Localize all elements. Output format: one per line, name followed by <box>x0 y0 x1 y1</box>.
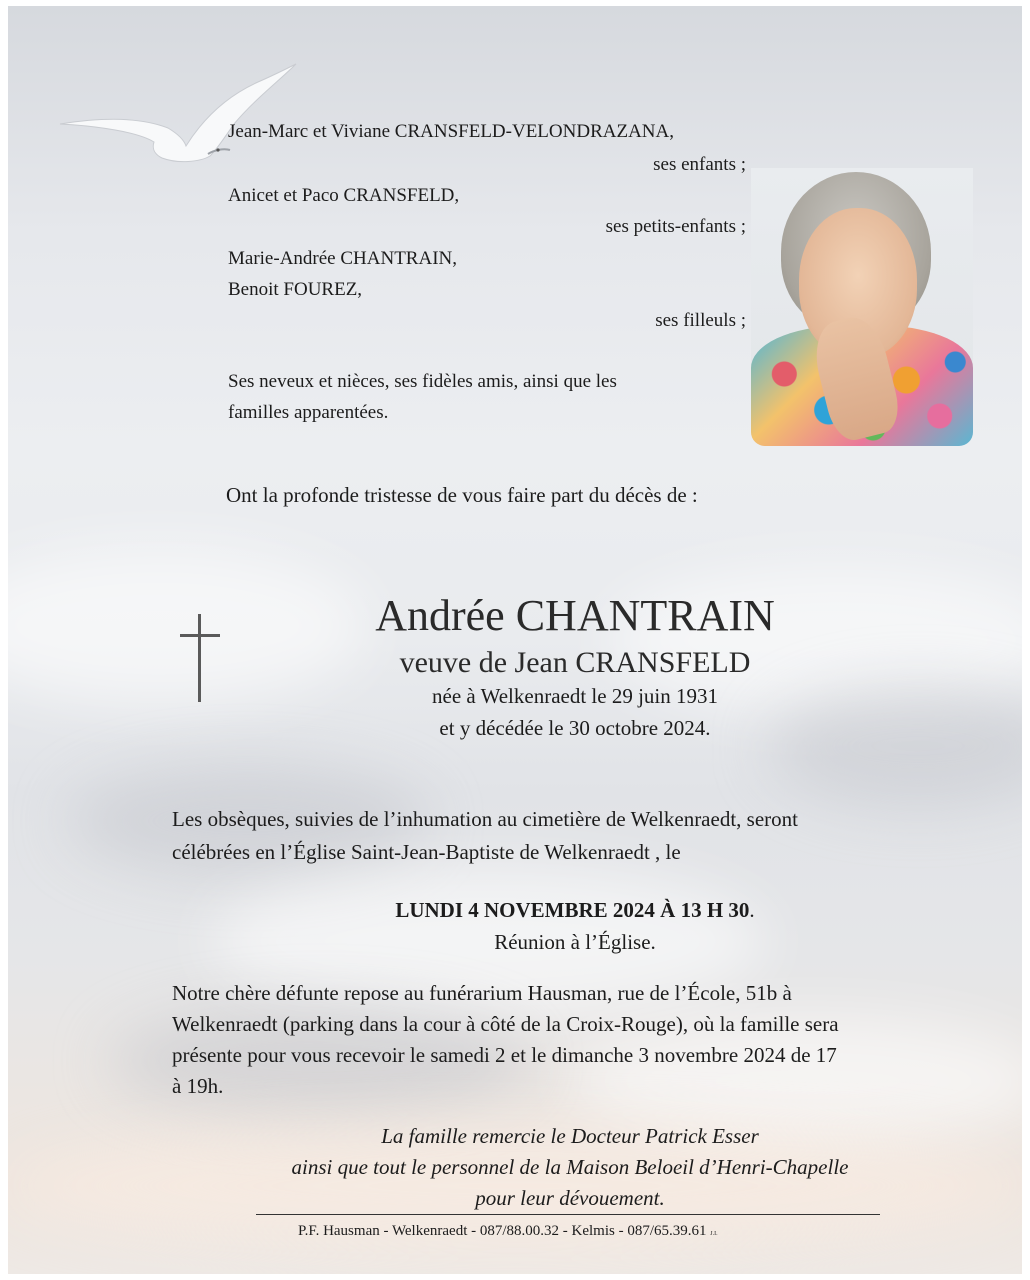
deceased-widow-of: veuve de Jean CRANSFELD <box>399 646 751 679</box>
footer-contact <box>298 1223 718 1240</box>
family-label-godchildren: ses filleuls ; <box>655 310 746 331</box>
footer-mark: J.I. <box>710 1231 718 1237</box>
cross-icon <box>180 614 220 702</box>
family-label-grandchildren: ses petits-enfants ; <box>605 216 746 237</box>
visitation-line-2: Welkenraedt (parking dans la cour à côté de la Croix-Rouge), où la famille sera <box>172 1012 839 1036</box>
thanks-line-2: ainsi que tout le personnel de la Maison Beloeil d’Henri-Chapelle <box>291 1155 849 1179</box>
funeral-date-bold: LUNDI 4 NOVEMBRE 2024 À 13 H 30 <box>395 898 750 922</box>
funeral-line-1: Les obsèques, suivies de l’inhumation au cimetière de Welkenraedt, seront <box>172 807 798 831</box>
deceased-death: et y décédée le 30 octobre 2024. <box>439 716 711 740</box>
family-line-children-names: Jean-Marc et Viviane CRANSFELD-VELONDRAZANA, <box>228 121 674 142</box>
family-label-children: ses enfants ; <box>653 154 746 175</box>
family-others-line-2: familles apparentées. <box>228 402 389 423</box>
announcement-text: Ont la profonde tristesse de vous faire part du décès de : <box>226 483 698 507</box>
funeral-meeting: Réunion à l’Église. <box>494 930 656 954</box>
thanks-line-1: La famille remercie le Docteur Patrick Esser <box>381 1124 759 1148</box>
deceased-birth: née à Welkenraedt le 29 juin 1931 <box>432 684 718 708</box>
visitation-line-1: Notre chère défunte repose au funérarium Hausman, rue de l’École, 51b à <box>172 981 792 1005</box>
visitation-line-3: présente pour vous recevoir le samedi 2 et le dimanche 3 novembre 2024 de 17 <box>172 1043 837 1067</box>
visitation-line-4: à 19h. <box>172 1074 224 1098</box>
funeral-date <box>300 898 850 923</box>
thanks-line-3: pour leur dévouement. <box>475 1186 665 1210</box>
family-line-grandchildren-names: Anicet et Paco CRANSFELD, <box>228 185 460 206</box>
footer-text: P.F. Hausman - Welkenraedt - 087/88.00.32 - Kelmis - 087/65.39.61 <box>298 1223 707 1239</box>
family-line-godchild-2: Benoit FOUREZ, <box>228 279 363 300</box>
family-line-godchild-1: Marie-Andrée CHANTRAIN, <box>228 248 457 269</box>
seagull-icon <box>58 60 308 170</box>
funeral-line-2: célébrées en l’Église Saint-Jean-Baptiste de Welkenraedt , le <box>172 840 681 864</box>
family-others-line-1: Ses neveux et nièces, ses fidèles amis, ainsi que les <box>228 371 617 392</box>
portrait-photo <box>751 168 973 446</box>
funeral-date-period: . <box>749 898 755 922</box>
deceased-name: Andrée CHANTRAIN <box>375 591 775 640</box>
footer-divider <box>256 1214 880 1215</box>
